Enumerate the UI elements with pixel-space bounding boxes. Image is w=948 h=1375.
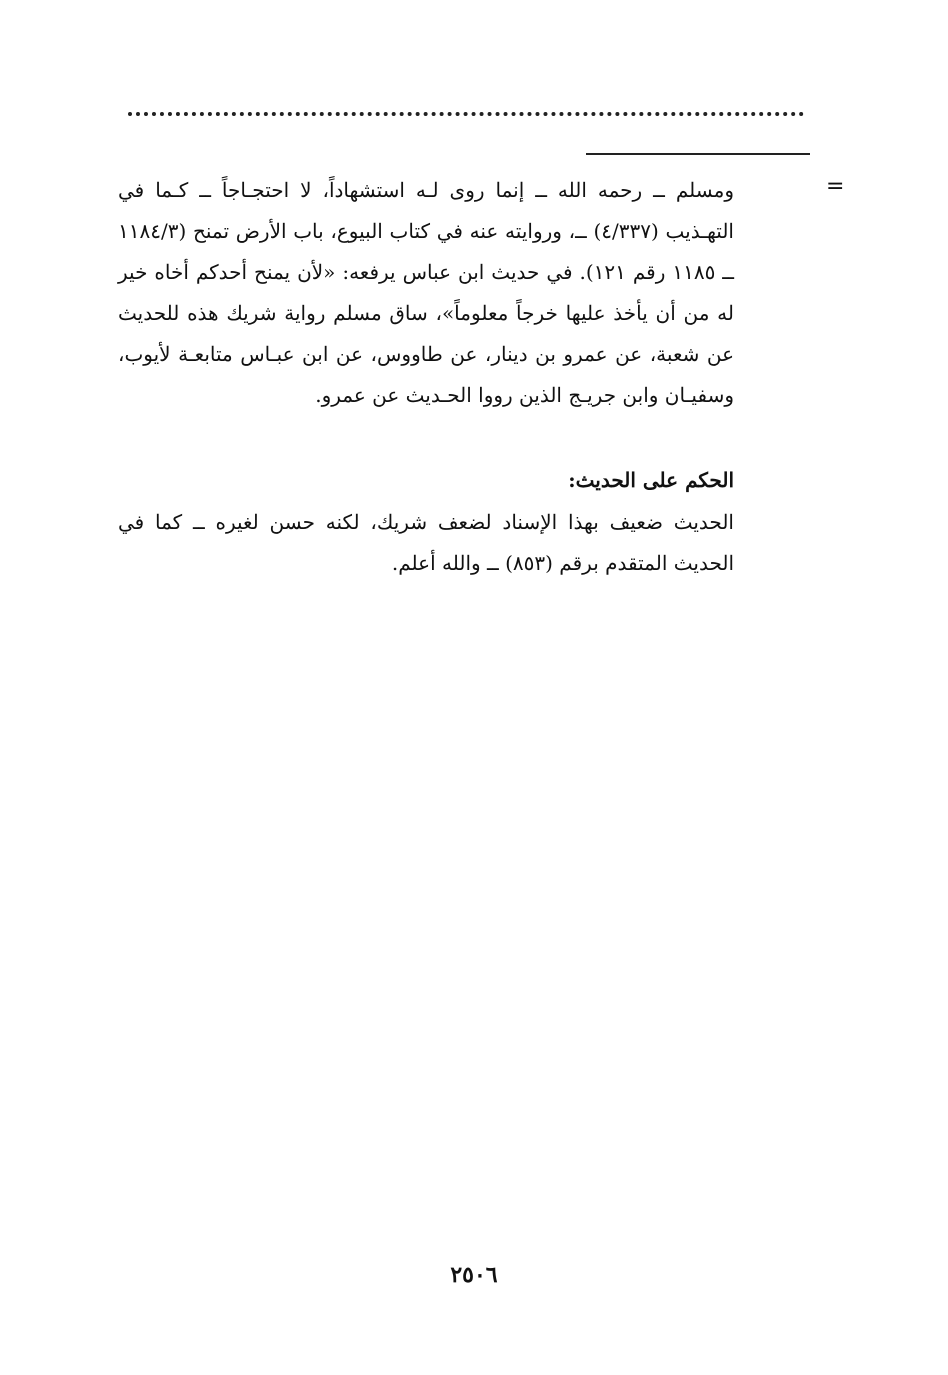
ruling-paragraph: الحديث ضعيف بهذا الإسناد لضعف شريك، لكنه حسن لغيره ــ كما في الحديث المتقدم برقم (٨٥٣) ــ والله أعلم. — [118, 510, 734, 575]
dotted-separator — [128, 112, 804, 116]
footnote-rule — [586, 153, 810, 155]
section-heading: الحكم على الحديث: — [568, 468, 734, 492]
continuation-mark: = — [826, 174, 845, 199]
footnote-paragraph: ومسلم ــ رحمه الله ــ إنما روى لـه استشهاداً، لا احتجـاجاً ــ كـما في التهـذيب (٤/٣٣٧) ــ، وروايته عنه في كتاب البيوع، باب الأرض تمنح (١١٨٤/٣ ــ ١١٨٥ رقم ١٢١). في حديث ابن عباس يرفعه: «لأن يمنح أحدكم أخاه خير له من أن يأخذ عليها خرجاً معلوماً»، ساق مسلم رواية شريك هذه للحديث عن شعبة، عن عمرو بن دينار، عن طاووس، عن ابن عبـاس متابعـة لأيوب، وسفيـان وابن جريـج الذين رووا الحـديث عن عمرو. — [118, 178, 734, 407]
page-number: ٢٥٠٦ — [450, 1262, 498, 1288]
